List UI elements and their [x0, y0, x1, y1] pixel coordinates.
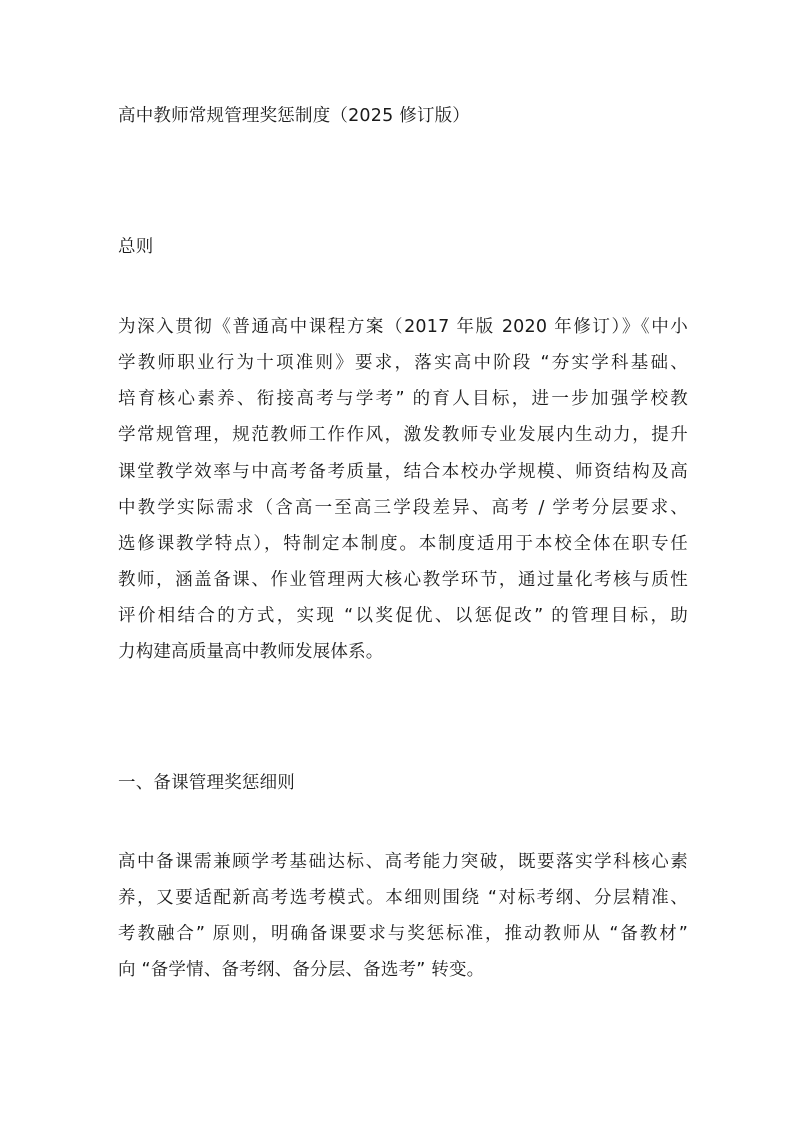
paragraph-line: 学常规管理，规范教师工作作风，激发教师专业发展内生动力，提升	[118, 425, 688, 445]
paragraph-line: 力构建高质量高中教师发展体系。	[118, 642, 384, 662]
document-title: 高中教师常规管理奖惩制度（2025 修订版）	[118, 106, 470, 126]
paragraph-line: 评价相结合的方式，实现 “以奖促优、以惩促改” 的管理目标，助	[118, 606, 688, 626]
paragraph-line: 学教师职业行为十项准则》要求，落实高中阶段 “夯实学科基础、	[118, 353, 688, 373]
paragraph-line: 高中备课需兼顾学考基础达标、高考能力突破，既要落实学科核心素	[118, 852, 688, 872]
paragraph-line: 选修课教学特点），特制定本制度。本制度适用于本校全体在职专任	[118, 534, 688, 554]
paragraph-line: 向 “备学情、备考纲、备分层、备选考” 转变。	[118, 960, 485, 980]
section-heading-general: 总则	[118, 237, 154, 257]
paragraph-line: 中教学实际需求（含高一至高三学段差异、高考 / 学考分层要求、	[118, 498, 688, 518]
paragraph-line: 考教融合” 原则，明确备课要求与奖惩标准，推动教师从 “备教材”	[118, 924, 688, 944]
paragraph-line: 教师，涵盖备课、作业管理两大核心教学环节，通过量化考核与质性	[118, 570, 688, 590]
paragraph-line: 培育核心素养、衔接高考与学考” 的育人目标，进一步加强学校教	[118, 389, 688, 409]
paragraph-line: 课堂教学效率与中高考备考质量，结合本校办学规模、师资结构及高	[118, 462, 688, 482]
paragraph-line: 养，又要适配新高考选考模式。本细则围绕 “对标考纲、分层精准、	[118, 888, 688, 908]
paragraph-line: 为深入贯彻《普通高中课程方案（2017 年版 2020 年修订）》《中小	[118, 317, 688, 337]
section-heading-lesson-prep: 一、备课管理奖惩细则	[118, 773, 295, 793]
